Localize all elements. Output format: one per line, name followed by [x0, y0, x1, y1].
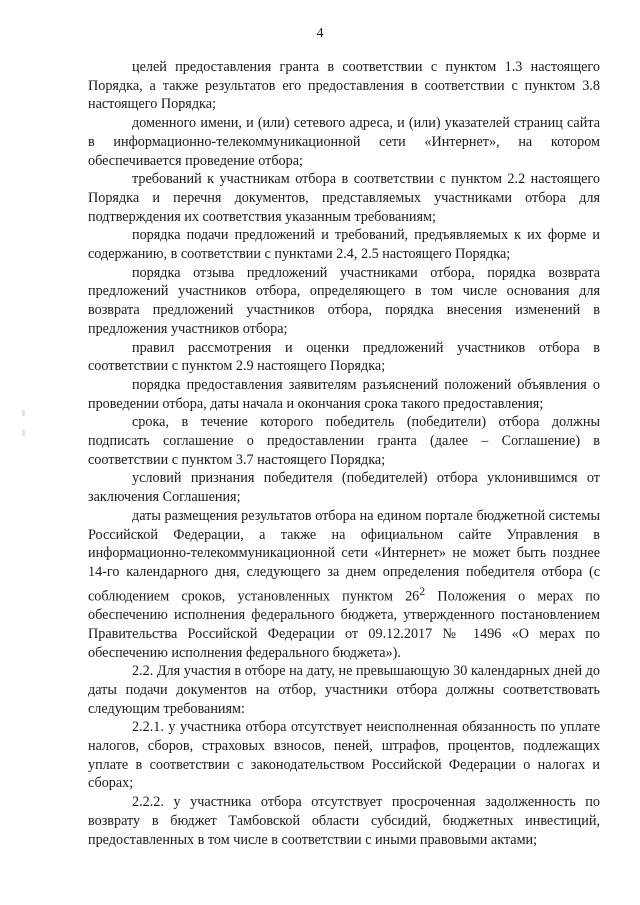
paragraph-3: требований к участникам отбора в соответствии с пунктом 2.2 настоящего Порядка и перечня документов, представляемых участниками отбора для подтверждения их соответствия указанным требованиям; [88, 171, 600, 225]
paragraph-9: условий признания победителя (победителей) отбора уклонившимся от заключения Соглашения; [88, 470, 600, 506]
scan-speck [22, 410, 25, 416]
scan-speck [22, 430, 25, 436]
paragraph-1: целей предоставления гранта в соответствии с пунктом 1.3 настоящего Порядка, а также результатов его предоставления в соответствии с пунктом 3.8 настоящего Порядка; [88, 59, 600, 113]
paragraph-10-superscript: 2 [419, 583, 426, 598]
paragraph-10-text-before: даты размещения результатов отбора на едином портале бюджетной системы Российской Федерации, а также на официальном сайте Управления в информационно-телекоммуникационной сети «Интернет» не может быть позднее 14-го календарного дня, следующего за днем определения победителя отбора (с соблюдением сроков, установленных пунктом 26 [88, 507, 600, 605]
paragraph-8: срока, в течение которого победитель (победители) отбора должны подписать соглашение о предоставлении гранта (далее – Соглашение) в соответствии с пунктом 3.7 настоящего Порядка; [88, 414, 600, 468]
paragraph-11: 2.2. Для участия в отборе на дату, не превышающую 30 календарных дней до даты подачи документов на отбор, участники отбора должны соответствовать следующим требованиям: [88, 663, 600, 717]
paragraph-10 [88, 507, 600, 662]
document-body [88, 58, 600, 849]
paragraph-5: порядка отзыва предложений участниками отбора, порядка возврата предложений участников отбора, определяющего в том числе основания для возврата предложений участников отбора, порядка внесения изменений в предложения участников отбора; [88, 264, 600, 337]
paragraph-2: доменного имени, и (или) сетевого адреса, и (или) указателей страниц сайта в информационно-телекоммуникационной сети «Интернет», на котором обеспечивается проведение отбора; [88, 115, 600, 169]
page-number: 4 [316, 26, 324, 41]
paragraph-4: порядка подачи предложений и требований, предъявляемых к их форме и содержанию, в соответствии с пунктами 2.4, 2.5 настоящего Порядка; [88, 227, 600, 263]
paragraph-12: 2.2.1. у участника отбора отсутствует неисполненная обязанность по уплате налогов, сборов, страховых взносов, пеней, штрафов, процентов, подлежащих уплате в соответствии с законодательством Российской Федерации о налогах и сборах; [88, 719, 600, 792]
paragraph-6: правил рассмотрения и оценки предложений участников отбора в соответствии с пунктом 2.9 настоящего Порядка; [88, 339, 600, 375]
paragraph-7: порядка предоставления заявителям разъяснений положений объявления о проведении отбора, даты начала и окончания срока такого предоставления; [88, 376, 600, 412]
paragraph-10-text-after: Положения о мерах по обеспечению исполнения федерального бюджета, утвержденного постановлением Правительства Российской Федерации от 09.12.2017 № 1496 «О мерах по обеспечению исполнения федерального бюджета»). [88, 588, 600, 661]
paragraph-13: 2.2.2. у участника отбора отсутствует просроченная задолженность по возврату в бюджет Тамбовской области субсидий, бюджетных инвестиций, предоставленных в том числе в соответствии с иными правовыми актами; [88, 794, 600, 848]
